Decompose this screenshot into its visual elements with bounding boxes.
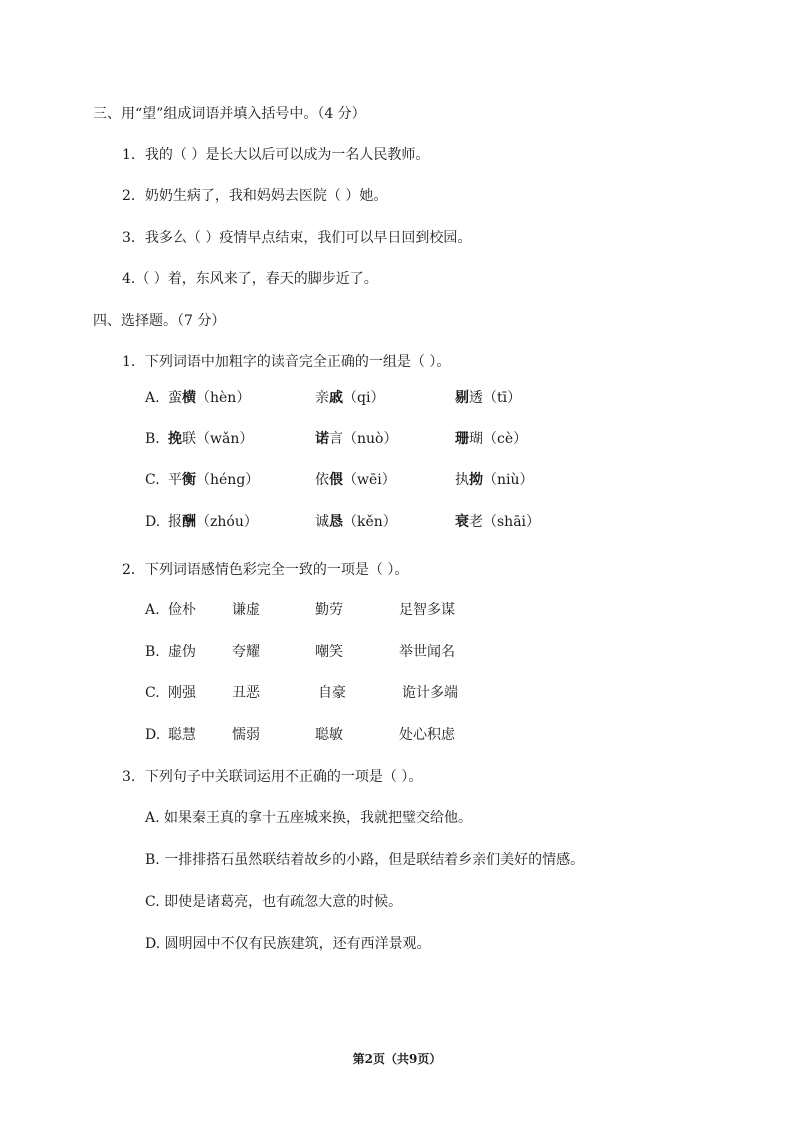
q2-word: 自豪 — [318, 685, 346, 701]
q2-word: 举世闻名 — [399, 644, 455, 660]
q2-word: 勤劳 — [315, 602, 343, 618]
q1-option-word: 诚恳（kěn） — [315, 514, 397, 530]
q1-option-label: D. — [145, 514, 161, 530]
q2-option-label: D. — [145, 727, 161, 743]
q2-word: 诡计多端 — [402, 685, 458, 701]
q1-stem: 1．下列词语中加粗字的读音完全正确的一组是（ ）。 — [122, 354, 451, 370]
q1-option-word: 衰老（shāi） — [455, 514, 541, 530]
q2-word: 处心积虑 — [399, 727, 455, 743]
section3-item-4: 4.（ ）着，东风来了，春天的脚步近了。 — [122, 271, 378, 287]
q3-option-c: C. 即使是诸葛亮，也有疏忽大意的时候。 — [145, 894, 403, 910]
q3-option-d: D. 圆明园中不仅有民族建筑，还有西洋景观。 — [145, 936, 431, 952]
q1-option-word: 亲戚（qi） — [315, 390, 385, 406]
q2-word: 谦虚 — [232, 602, 260, 618]
q1-option-label: C. — [145, 472, 160, 488]
q1-option-word: 依偎（wēi） — [315, 472, 396, 488]
section3-item-2: 2．奶奶生病了，我和妈妈去医院（ ）她。 — [122, 188, 388, 204]
q2-word: 聪敏 — [315, 727, 343, 743]
q1-option-word: 剔透（tī） — [455, 390, 522, 406]
q2-option-label: B. — [145, 644, 160, 660]
q2-option-label: A. — [145, 602, 160, 618]
q2-word: 懦弱 — [232, 727, 260, 743]
q1-option-word: 蛮横（hèn） — [168, 390, 251, 406]
q2-word: 夸耀 — [232, 644, 260, 660]
q1-option-label: B. — [145, 431, 160, 447]
q1-option-word: 平衡（héng） — [168, 472, 260, 488]
page-number: 第2页（共9页） — [352, 1052, 442, 1066]
q3-stem: 3．下列句子中关联词运用不正确的一项是（ ）。 — [122, 769, 423, 785]
q2-word: 丑恶 — [232, 685, 260, 701]
q3-option-a: A. 如果秦王真的拿十五座城来换，我就把璧交给他。 — [145, 810, 473, 826]
q1-option-label: A. — [145, 390, 160, 406]
q2-word: 聪慧 — [168, 727, 196, 743]
section3-heading: 三、用“望”组成词语并填入括号中。（4 分） — [93, 106, 366, 122]
q1-option-word: 报酬（zhóu） — [168, 514, 258, 530]
q2-word: 虚伪 — [168, 644, 196, 660]
q2-option-label: C. — [145, 685, 160, 701]
section3-item-3: 3．我多么（ ）疫情早点结束，我们可以早日回到校园。 — [122, 230, 472, 246]
section4-heading: 四、选择题。（7 分） — [93, 313, 226, 329]
q1-option-word: 执拗（niù） — [455, 472, 534, 488]
q1-option-word: 诺言（nuò） — [315, 431, 398, 447]
q3-option-b: B. 一排排搭石虽然联结着故乡的小路，但是联结着乡亲们美好的情感。 — [145, 852, 585, 868]
q2-word: 俭朴 — [168, 602, 196, 618]
q1-option-word: 珊瑚（cè） — [455, 431, 528, 447]
section3-item-1: 1．我的（ ）是长大以后可以成为一名人民教师。 — [122, 147, 430, 163]
q2-word: 嘲笑 — [315, 644, 343, 660]
q1-option-word: 挽联（wǎn） — [168, 431, 254, 447]
q2-word: 足智多谋 — [399, 602, 455, 618]
q2-word: 刚强 — [168, 685, 196, 701]
q2-stem: 2．下列词语感情色彩完全一致的一项是（ ）。 — [122, 562, 409, 578]
